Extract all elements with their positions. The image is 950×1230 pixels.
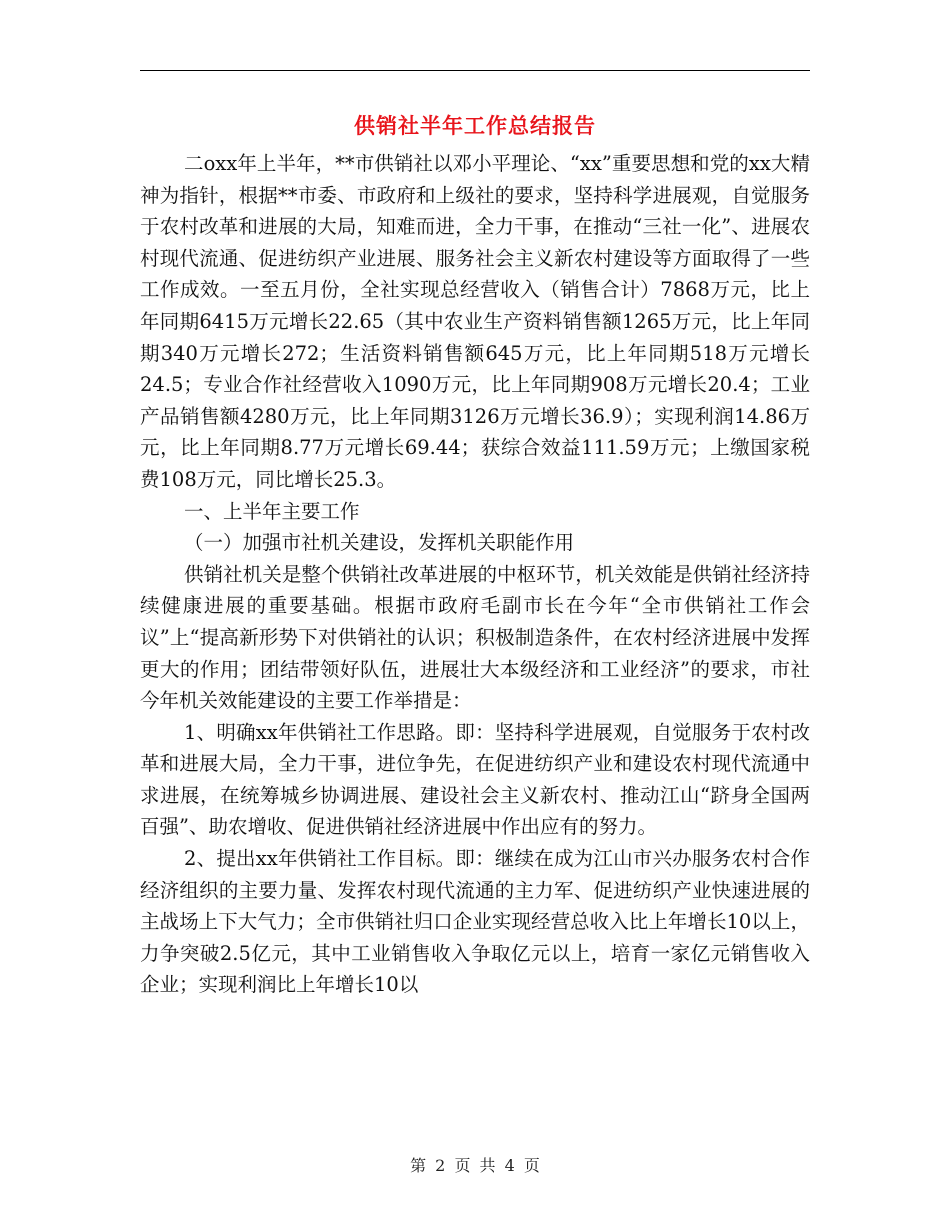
header-rule: [140, 70, 810, 71]
section-heading-1: 一、上半年主要工作: [184, 499, 360, 523]
list-item-2: 2、提出xx年供销社工作目标。即：继续在成为江山市兴办服务农村合作经济组织的主要力量、发挥农村现代流通的主力军、促进纺织产业快速进展的主战场上下大气力；全市供销社归口企业实现经营总收入比上年增长10以上，力争突破2.5亿元，其中工业销售收入争取亿元以上，培育一家亿元销售收入企业；实现利润比上年增长10以: [140, 847, 810, 997]
subsection-heading-1: （一）加强市社机关建设，发挥机关职能作用: [184, 531, 575, 555]
page-number: 第 2 页 共 4 页: [410, 1156, 540, 1175]
intro-paragraph: 二oxx年上半年，**市供销社以邓小平理论、“xx”重要思想和党的xx大精神为指针，根据**市委、市政府和上级社的要求，坚持科学进展观，自觉服务于农村改革和进展的大局，知难而进，全力干事，在推动“三社一化”、进展农村现代流通、促进纺织产业进展、服务社会主义新农村建设等方面取得了一些工作成效。一至五月份，全社实现总经营收入（销售合计）7868万元，比上年同期6415万元增长22.65（其中农业生产资料销售额1265万元，比上年同期340万元增长272；生活资料销售额645万元，比上年同期518万元增长24.5；专业合作社经营收入1090万元，比上年同期908万元增长20.4；工业产品销售额4280万元，比上年同期3126万元增长36.9）；实现利润14.86万元，比上年同期8.77万元增长69.44；获综合效益111.59万元；上缴国家税费108万元，同比增长25.3。: [140, 152, 810, 491]
list-item-1: 1、明确xx年供销社工作思路。即：坚持科学进展观，自觉服务于农村改革和进展大局，全力干事，进位争先，在促进纺织产业和建设农村现代流通中求进展，在统筹城乡协调进展、建设社会主义新农村、推动江山“跻身全国两百强”、助农增收、促进供销社经济进展中作出应有的努力。: [140, 720, 810, 839]
document-title: 供销社半年工作总结报告: [354, 113, 596, 138]
document-body: [140, 148, 810, 1001]
body-paragraph: 供销社机关是整个供销社改革进展的中枢环节，机关效能是供销社经济持续健康进展的重要基础。根据市政府毛副市长在今年“全市供销社工作会议”上“提高新形势下对供销社的认识；积极制造条件，在农村经济进展中发挥更大的作用；团结带领好队伍，进展壮大本级经济和工业经济”的要求，市社今年机关效能建设的主要工作举措是：: [140, 562, 810, 713]
